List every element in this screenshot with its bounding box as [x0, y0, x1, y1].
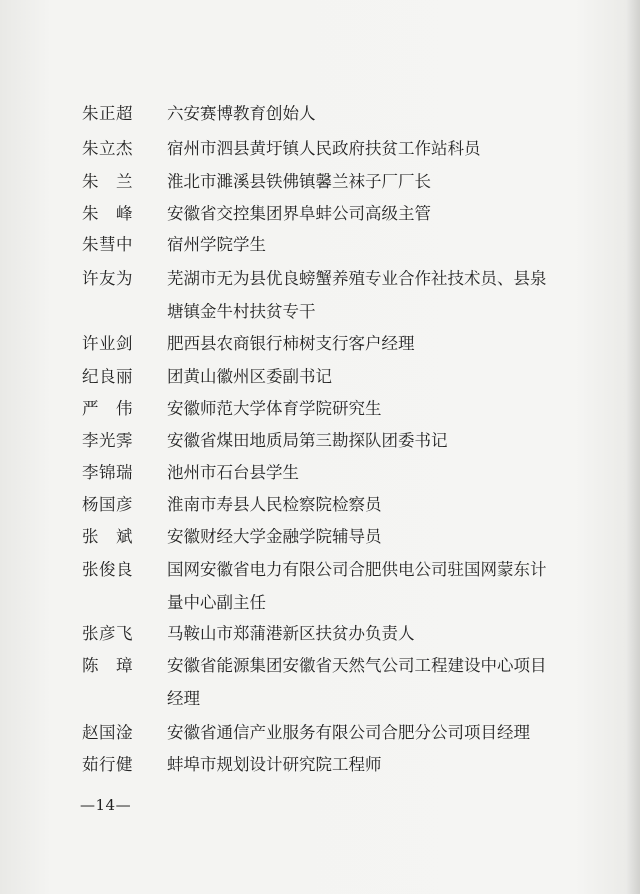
list-item	[0, 133, 640, 165]
person-title: 安徽财经大学金融学院辅导员	[167, 527, 382, 546]
list-item	[0, 749, 640, 781]
page-number: —14—	[80, 796, 132, 814]
list-item	[0, 425, 640, 457]
person-name: 严 伟	[82, 399, 133, 418]
list-item	[0, 521, 640, 553]
list-item	[0, 457, 640, 489]
person-title: 国网安徽省电力有限公司合肥供电公司驻国网蒙东计	[167, 560, 547, 579]
person-title: 肥西县农商银行柿树支行客户经理	[167, 334, 415, 353]
list-item	[0, 393, 640, 425]
list-item	[0, 263, 640, 333]
list-item	[0, 650, 640, 720]
person-name: 朱正超	[82, 104, 133, 123]
person-title-continued: 经理	[167, 689, 200, 708]
person-name: 许业剑	[82, 334, 133, 353]
person-title-continued: 量中心副主任	[167, 593, 266, 612]
list-item	[0, 98, 640, 130]
person-title: 安徽省能源集团安徽省天然气公司工程建设中心项目	[167, 656, 547, 675]
person-name: 许友为	[82, 269, 133, 288]
person-name: 朱 峰	[82, 204, 133, 223]
list-item	[0, 618, 640, 650]
person-title: 马鞍山市郑蒲港新区扶贫办负责人	[167, 624, 415, 643]
person-title: 安徽师范大学体育学院研究生	[167, 399, 382, 418]
list-item	[0, 361, 640, 393]
person-title: 安徽省煤田地质局第三勘探队团委书记	[167, 431, 448, 450]
person-title: 芜湖市无为县优良螃蟹养殖专业合作社技术员、县泉	[167, 269, 547, 288]
person-name: 赵国淦	[82, 723, 133, 742]
person-title: 团黄山徽州区委副书记	[167, 367, 332, 386]
person-title: 池州市石台县学生	[167, 463, 299, 482]
person-title: 宿州市泗县黄圩镇人民政府扶贫工作站科员	[167, 139, 481, 158]
person-name: 茹行健	[82, 755, 133, 774]
person-name: 张彦飞	[82, 624, 133, 643]
person-title: 安徽省通信产业服务有限公司合肥分公司项目经理	[167, 723, 530, 742]
person-name: 朱立杰	[82, 139, 133, 158]
person-name: 张俊良	[82, 560, 133, 579]
list-item	[0, 489, 640, 521]
person-title: 六安赛博教育创始人	[167, 104, 316, 123]
list-item	[0, 328, 640, 360]
list-item	[0, 554, 640, 624]
person-name: 纪良丽	[82, 367, 133, 386]
person-title: 蚌埠市规划设计研究院工程师	[167, 755, 382, 774]
list-item	[0, 229, 640, 261]
person-name: 李锦瑞	[82, 463, 133, 482]
person-title: 淮北市濉溪县铁佛镇馨兰袜子厂厂长	[167, 172, 431, 191]
person-name: 李光霁	[82, 431, 133, 450]
person-title: 淮南市寿县人民检察院检察员	[167, 495, 382, 514]
list-item	[0, 166, 640, 198]
person-title: 宿州学院学生	[167, 235, 266, 254]
person-name: 朱彗中	[82, 235, 133, 254]
person-title-continued: 塘镇金牛村扶贫专干	[167, 302, 316, 321]
list-item	[0, 717, 640, 749]
person-name: 杨国彦	[82, 495, 133, 514]
list-item	[0, 198, 640, 230]
person-name: 陈 璋	[82, 656, 133, 675]
person-name: 张 斌	[82, 527, 133, 546]
person-name: 朱 兰	[82, 172, 133, 191]
person-title: 安徽省交控集团界阜蚌公司高级主管	[167, 204, 431, 223]
